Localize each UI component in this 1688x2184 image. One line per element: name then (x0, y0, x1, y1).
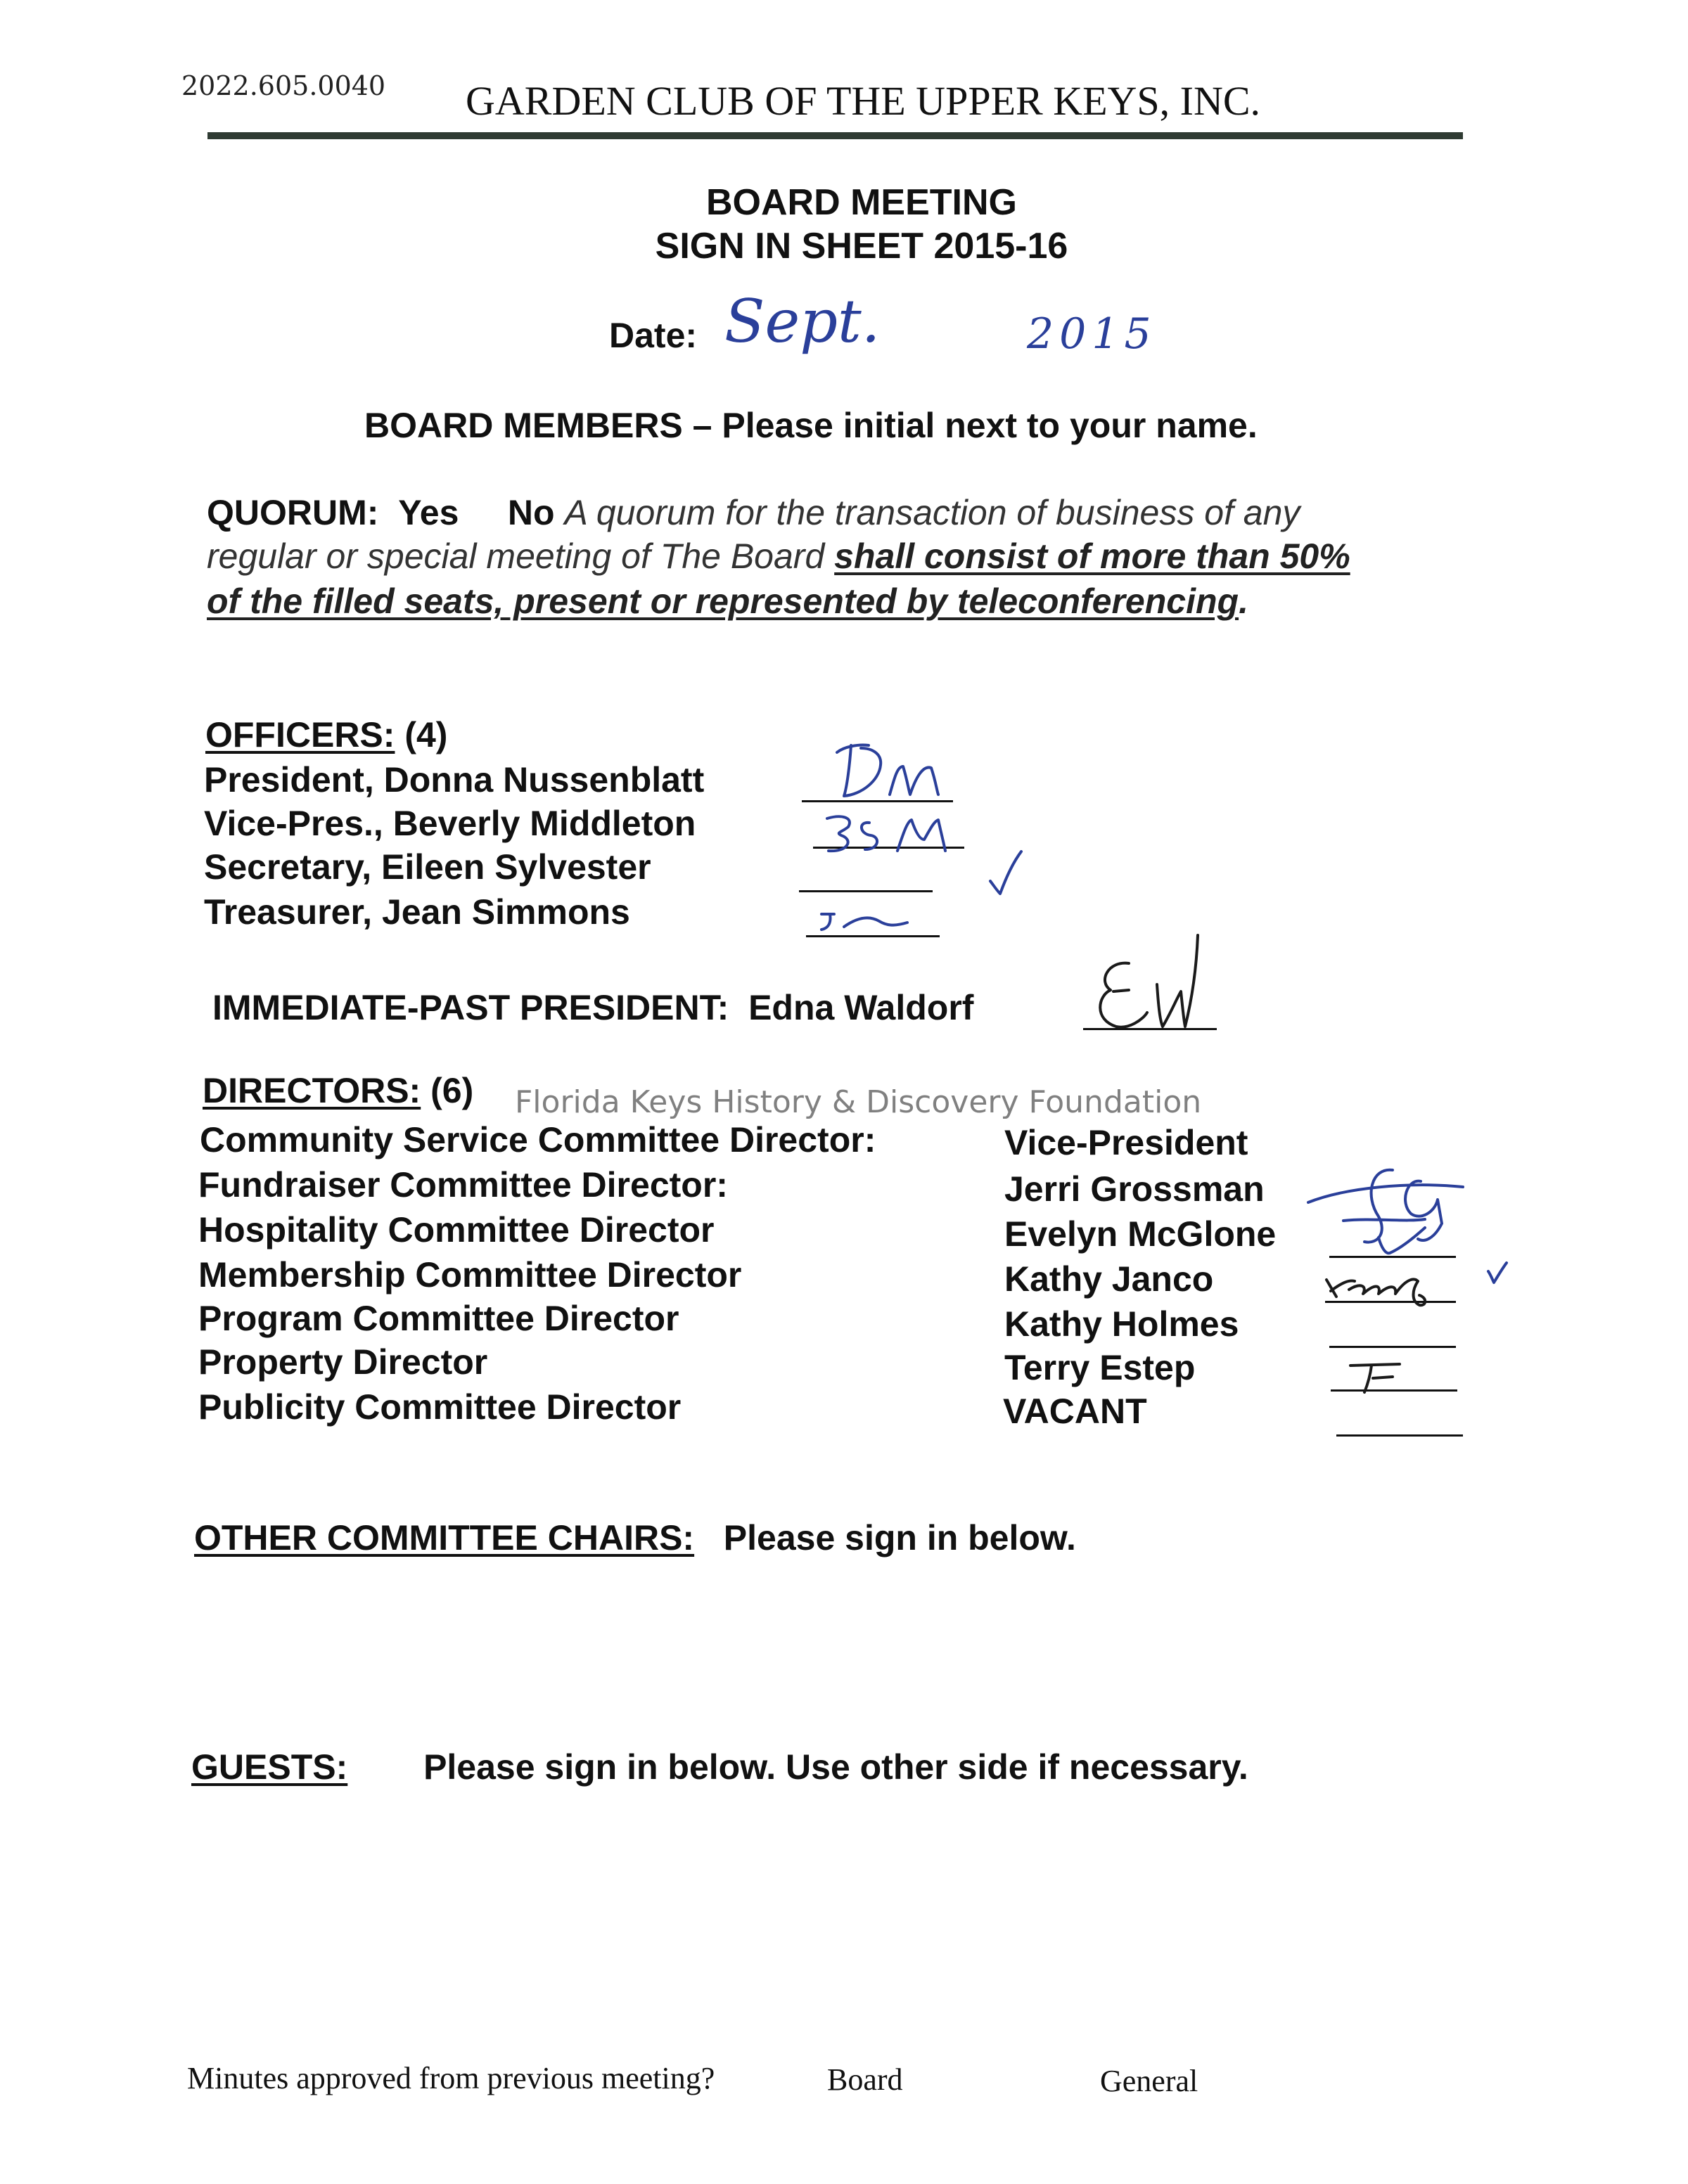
mcglone-initial-stroke (1372, 1223, 1435, 1259)
quorum-no: No (507, 493, 555, 532)
officers-heading: OFFICERS: (205, 715, 395, 754)
director-name-1: Vice-President (1004, 1123, 1248, 1162)
director-committee-5: Program Committee Director (198, 1299, 679, 1338)
past-president-name: Edna Waldorf (748, 988, 974, 1027)
date-label: Date: (609, 316, 698, 355)
quorum-line-2 (207, 536, 1350, 577)
director-name-3: Evelyn McGlone (1004, 1214, 1277, 1254)
archive-id: 2022.605.0040 (181, 70, 386, 101)
director-committee-7: Publicity Committee Director (198, 1387, 682, 1427)
quorum-line-1 (207, 492, 1300, 533)
director-initial-line-7[interactable] (1336, 1434, 1463, 1437)
other-chairs-row (194, 1517, 1076, 1558)
title-line-1: BOARD MEETING (706, 182, 1017, 223)
directors-heading-row (203, 1070, 473, 1111)
other-chairs-heading: OTHER COMMITTEE CHAIRS: (194, 1518, 695, 1557)
footer-general: General (1100, 2064, 1198, 2098)
initials-ew-signature (1080, 914, 1220, 1041)
quorum-text-2-bold: shall consist of more than 50% (834, 537, 1350, 576)
officer-row-president: President, Donna Nussenblatt (204, 760, 705, 799)
date-month-handwritten: Sept. (724, 287, 881, 356)
guests-heading: GUESTS: (191, 1747, 348, 1787)
officer-row-vice-president: Vice-Pres., Beverly Middleton (204, 804, 696, 843)
initials-bsm-signature (820, 809, 968, 858)
officers-count: (4) (404, 715, 448, 754)
margin-checkmark (1484, 1259, 1512, 1287)
header-rule (207, 132, 1463, 139)
watermark: Florida Keys History & Discovery Foundation (515, 1084, 1202, 1120)
directors-heading: DIRECTORS: (203, 1071, 421, 1110)
title-line-2: SIGN IN SHEET 2015-16 (655, 226, 1068, 266)
initials-js-signature (816, 907, 914, 935)
initials-te-signature (1336, 1357, 1421, 1399)
guests-row (191, 1747, 1248, 1787)
directors-count: (6) (430, 1071, 474, 1110)
quorum-text-1: A quorum for the transaction of business of any (564, 493, 1300, 532)
initials-kj-signature (1321, 1266, 1462, 1315)
director-committee-4: Membership Committee Director (198, 1255, 742, 1295)
footer-board: Board (827, 2062, 903, 2097)
other-chairs-instruction: Please sign in below. (723, 1518, 1076, 1557)
quorum-text-2: regular or special meeting of The Board (207, 537, 825, 576)
director-name-6: Terry Estep (1004, 1348, 1196, 1387)
officer-row-treasurer: Treasurer, Jean Simmons (204, 892, 630, 932)
quorum-text-3-bold: of the filled seats, present or represented by teleconferencing (207, 582, 1239, 621)
org-name: GARDEN CLUB OF THE UPPER KEYS, INC. (466, 78, 1261, 124)
quorum-yes: Yes (398, 493, 459, 532)
initials-dn-signature (830, 738, 950, 802)
director-name-5: Kathy Holmes (1004, 1304, 1239, 1344)
date-year-handwritten: 2015 (1027, 309, 1157, 359)
officer-initial-line-3[interactable] (799, 890, 933, 892)
director-committee-6: Property Director (198, 1342, 488, 1382)
quorum-line-3: of the filled seats, present or represented by teleconferencing. (207, 582, 1248, 621)
officer-row-secretary: Secretary, Eileen Sylvester (204, 847, 651, 887)
director-name-4: Kathy Janco (1004, 1259, 1214, 1299)
director-committee-1: Community Service Committee Director: (200, 1120, 876, 1160)
officers-heading-row (205, 714, 447, 755)
director-committee-2: Fundraiser Committee Director: (198, 1165, 728, 1205)
past-president-row (212, 987, 973, 1028)
director-name-7: VACANT (1003, 1392, 1147, 1431)
footer-question: Minutes approved from previous meeting? (187, 2061, 715, 2095)
board-members-instruction: BOARD MEMBERS – Please initial next to your name. (364, 406, 1258, 445)
guests-instruction: Please sign in below. Use other side if necessary. (423, 1747, 1248, 1787)
quorum-label: QUORUM: (207, 493, 379, 532)
secretary-checkmark (985, 847, 1027, 897)
director-name-2: Jerri Grossman (1004, 1169, 1265, 1209)
director-committee-3: Hospitality Committee Director (198, 1210, 715, 1250)
officer-initial-line-4[interactable] (806, 935, 940, 937)
past-president-label: IMMEDIATE-PAST PRESIDENT: (212, 988, 729, 1027)
director-initial-line-5[interactable] (1329, 1346, 1456, 1348)
